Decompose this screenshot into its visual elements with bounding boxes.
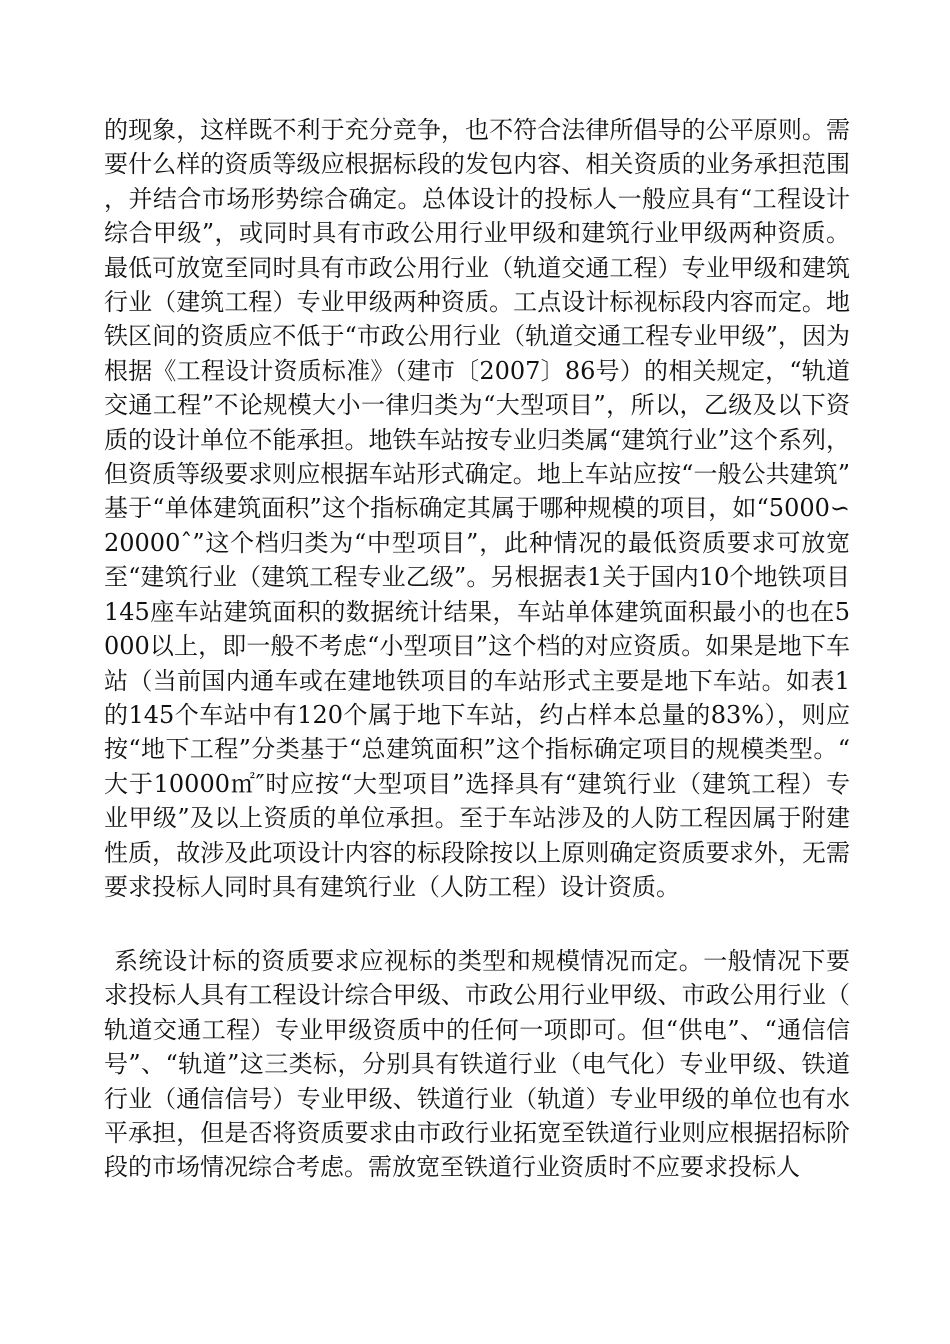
body-paragraph-2: 系统设计标的资质要求应视标的类型和规模情况而定。一般情况下要求投标人具有工程设计综合甲级、市政公用行业甲级、市政公用行业（轨道交通工程）专业甲级资质中的任何一项即可。但“供电”、“通信信号”、“轨道”这三类标，分别具有铁道行业（电气化）专业甲级、铁道行业（通信信号）专业甲级、铁道行业（轨道）专业甲级的单位也有水平承担，但是否将资质要求由市政行业拓宽至铁道行业则应根据招标阶段的市场情况综合考虑。需放宽至铁道行业资质时不应要求投标人 — [104, 947, 850, 1182]
body-paragraph-1: 的现象，这样既不利于充分竞争，也不符合法律所倡导的公平原则。需要什么样的资质等级应根据标段的发包内容、相关资质的业务承担范围，并结合市场形势综合确定。总体设计的投标人一般应具有“工程设计综合甲级”，或同时具有市政公用行业甲级和建筑行业甲级两种资质。最低可放宽至同时具有市政公用行业（轨道交通工程）专业甲级和建筑行业（建筑工程）专业甲级两种资质。工点设计标视标段内容而定。地铁区间的资质应不低于“市政公用行业（轨道交通工程专业甲级”，因为根据《工程设计资质标准》（建市〔2007〕86号）的相关规定，“轨道交通工程”不论规模大小一律归类为“大型项目”，所以，乙级及以下资质的设计单位不能承担。地铁车站按专业归类属“建筑行业”这个系列，但资质等级要求则应根据车站形式确定。地上车站应按“一般公共建筑”基于“单体建筑面积”这个指标确定其属于哪种规模的项目，如“5000∽20000ˆ”这个档归类为“中型项目”，此种情况的最低资质要求可放宽至“建筑行业（建筑工程专业乙级”。另根据表1关于国内10个地铁项目145座车站建筑面积的数据统计结果，车站单体建筑面积最小的也在5000以上，即一般不考虑“小型项目”这个档的对应资质。如果是地下车站（当前国内通车或在建地铁项目的车站形式主要是地下车站。如表1的145个车站中有120个属于地下车站，约占样本总量的83%），则应按“地下工程”分类基于“总建筑面积”这个指标确定项目的规模类型。“大于10000㎡″时应按“大型项目”选择具有“建筑行业（建筑工程）专业甲级”及以上资质的单位承担。至于车站涉及的人防工程因属于附建性质，故涉及此项设计内容的标段除按以上原则确定资质要求外，无需要求投标人同时具有建筑行业（人防工程）设计资质。 — [104, 116, 850, 901]
